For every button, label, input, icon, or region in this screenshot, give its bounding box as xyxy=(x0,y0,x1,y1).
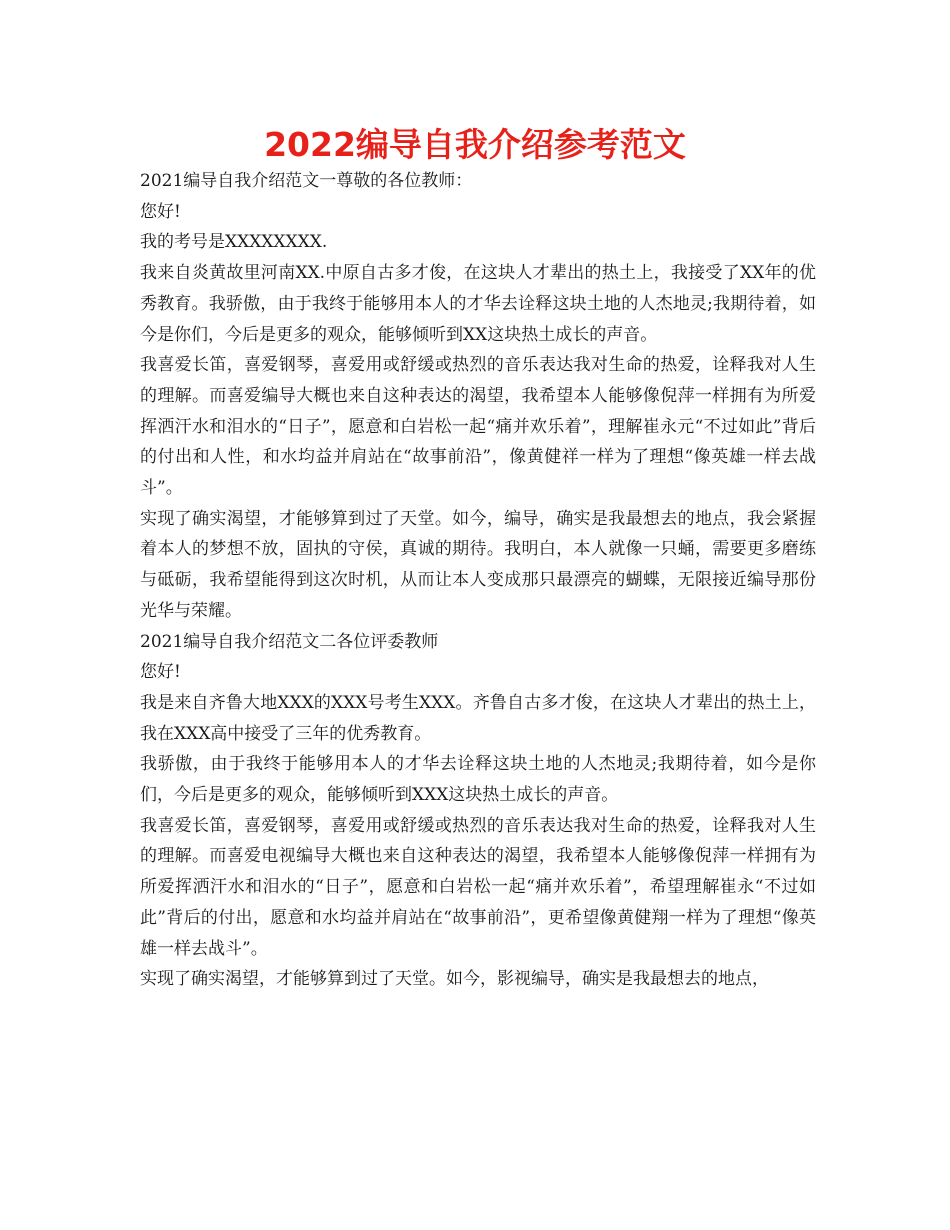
paragraph-hometown-1: 我来自炎黄故里河南XX.中原自古多才俊，在这块人才辈出的热土上，我接受了XX年的优秀教育。我骄傲，由于我终于能够用本人的才华去诠释这块土地的人杰地灵;我期待着，如今是你们，今后是更多的观众，能够倾听到XX这块热土成长的声音。 xyxy=(140,263,816,345)
paragraph-exam-number: 我的考号是XXXXXXXX. xyxy=(140,232,328,253)
paragraph-intro-heading-2: 2021编导自我介绍范文二各位评委教师 xyxy=(140,631,439,652)
document-body xyxy=(140,166,816,995)
paragraph-hobbies-2: 我喜爱长笛，喜爱钢琴，喜爱用或舒缓或热烈的音乐表达我对生命的热爱，诠释我对人生的理解。而喜爱电视编导大概也来自这种表达的渴望，我希望本人能够像倪萍一样拥有为所爱挥洒汗水和泪水的“日子”，愿意和白岩松一起“痛并欢乐着”，希望理解崔永“不过如此”背后的付出，愿意和水均益并肩站在“故事前沿”，更希望像黄健翔一样为了理想“像英雄一样去战斗”。 xyxy=(140,815,816,959)
paragraph-dream-2: 实现了确实渴望，才能够算到过了天堂。如今，影视编导，确实是我最想去的地点， xyxy=(140,969,769,990)
document-title: 2022编导自我介绍参考范文 xyxy=(264,125,686,164)
paragraph-greeting-1: 您好! xyxy=(140,201,181,222)
paragraph-pride-2: 我骄傲，由于我终于能够用本人的才华去诠释这块土地的人杰地灵;我期待着，如今是你们，今后是更多的观众，能够倾听到XXX这块热土成长的声音。 xyxy=(140,754,816,806)
paragraph-hobbies-1: 我喜爱长笛，喜爱钢琴，喜爱用或舒缓或热烈的音乐表达我对生命的热爱，诠释我对人生的理解。而喜爱编导大概也来自这种表达的渴望，我希望本人能够像倪萍一样拥有为所爱挥洒汗水和泪水的“日子”，愿意和白岩松一起“痛并欢乐着”，理解崔永元“不过如此”背后的付出和人性，和水均益并肩站在“故事前沿”，像黄健祥一样为了理想“像英雄一样去战斗”。 xyxy=(140,355,816,499)
paragraph-hometown-2: 我是来自齐鲁大地XXX的XXX号考生XXX。齐鲁自古多才俊，在这块人才辈出的热土上，我在XXX高中接受了三年的优秀教育。 xyxy=(140,692,816,744)
paragraph-intro-heading-1: 2021编导自我介绍范文一尊敬的各位教师： xyxy=(140,171,473,191)
paragraph-greeting-2: 您好! xyxy=(140,662,181,683)
paragraph-dream-1: 实现了确实渴望，才能够算到过了天堂。如今，编导，确实是我最想去的地点，我会紧握着本人的梦想不放，固执的守侯，真诚的期待。我明白，本人就像一只蛹，需要更多磨练与砥砺，我希望能得到这次时机，从而让本人变成那只最漂亮的蝴蝶，无限接近编导那份光华与荣耀。 xyxy=(140,508,816,621)
